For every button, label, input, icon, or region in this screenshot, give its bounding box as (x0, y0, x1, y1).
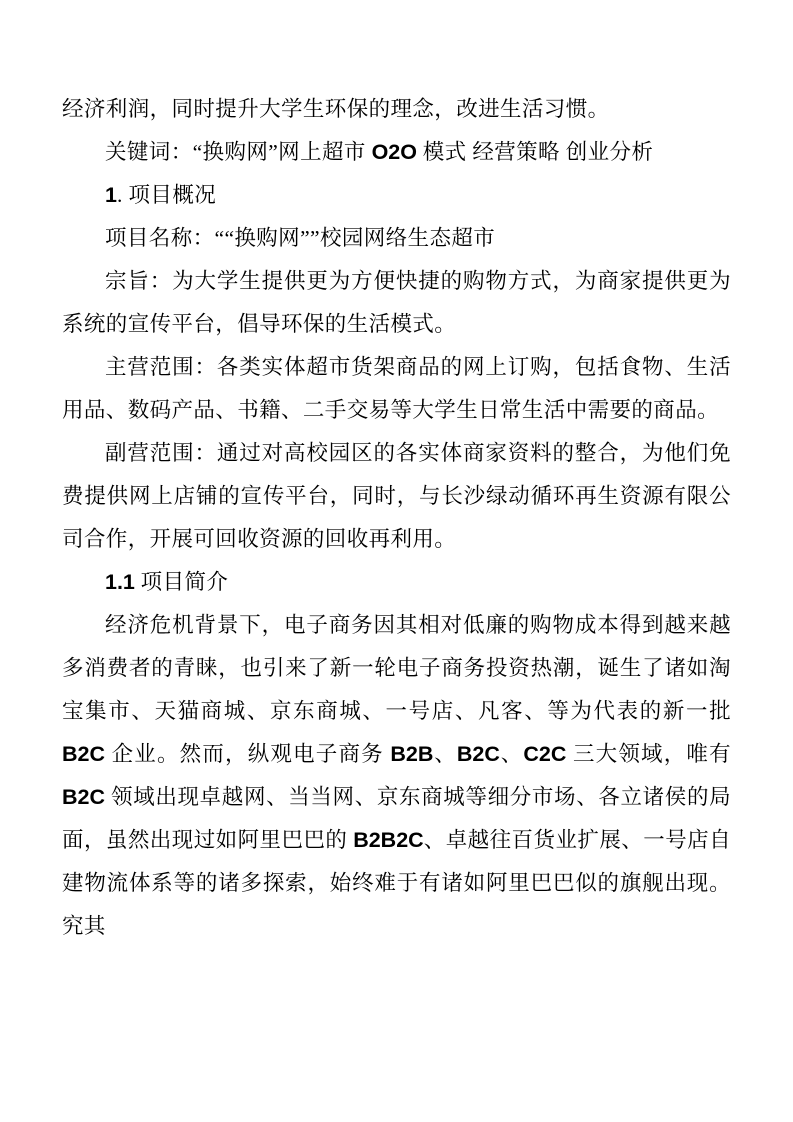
paragraph-project-name: 项目名称：““换购网””校园网络生态超市 (105, 226, 496, 250)
heading-section-1: 1. 项目概况 (105, 183, 217, 207)
paragraph-project-introduction: 经济危机背景下，电子商务因其相对低廉的购物成本得到越来越多消费者的青睐，也引来了新一轮电子商务投资热潮，诞生了诸如淘宝集市、天猫商城、京东商城、一号店、凡客、等为代表的新一批 B2C 企业。然而，纵观电子商务 B2B、B2C、C2C 三大领域，唯有 B2C 领域出现卓越网、当当网、京东商城等细分市场、各立诸侯的局面，虽然出现过如阿里巴巴的 B2B2C、卓越往百货业扩展、一号店自建物流体系等的诸多探索，始终难于有诸如阿里巴巴似的旗舰出现。究其 (62, 613, 732, 938)
paragraph-secondary-business-scope: 副营范围：通过对高校园区的各实体商家资料的整合，为他们免费提供网上店铺的宣传平台，同时，与长沙绿动循环再生资源有限公司合作，开展可回收资源的回收再利用。 (62, 441, 731, 551)
paragraph-keywords: 关键词：“换购网”网上超市 O2O 模式 经营策略 创业分析 (105, 140, 654, 164)
paragraph-purpose: 宗旨：为大学生提供更为方便快捷的购物方式，为商家提供更为系统的宣传平台，倡导环保的生活模式。 (62, 269, 731, 336)
heading-section-1-1: 1.1 项目简介 (105, 570, 229, 594)
paragraph-continuation: 经济利润，同时提升大学生环保的理念，改进生活习惯。 (62, 97, 610, 121)
paragraph-main-business-scope: 主营范围：各类实体超市货架商品的网上订购，包括食物、生活用品、数码产品、书籍、二手交易等大学生日常生活中需要的商品。 (62, 355, 731, 422)
document-body (62, 88, 731, 948)
